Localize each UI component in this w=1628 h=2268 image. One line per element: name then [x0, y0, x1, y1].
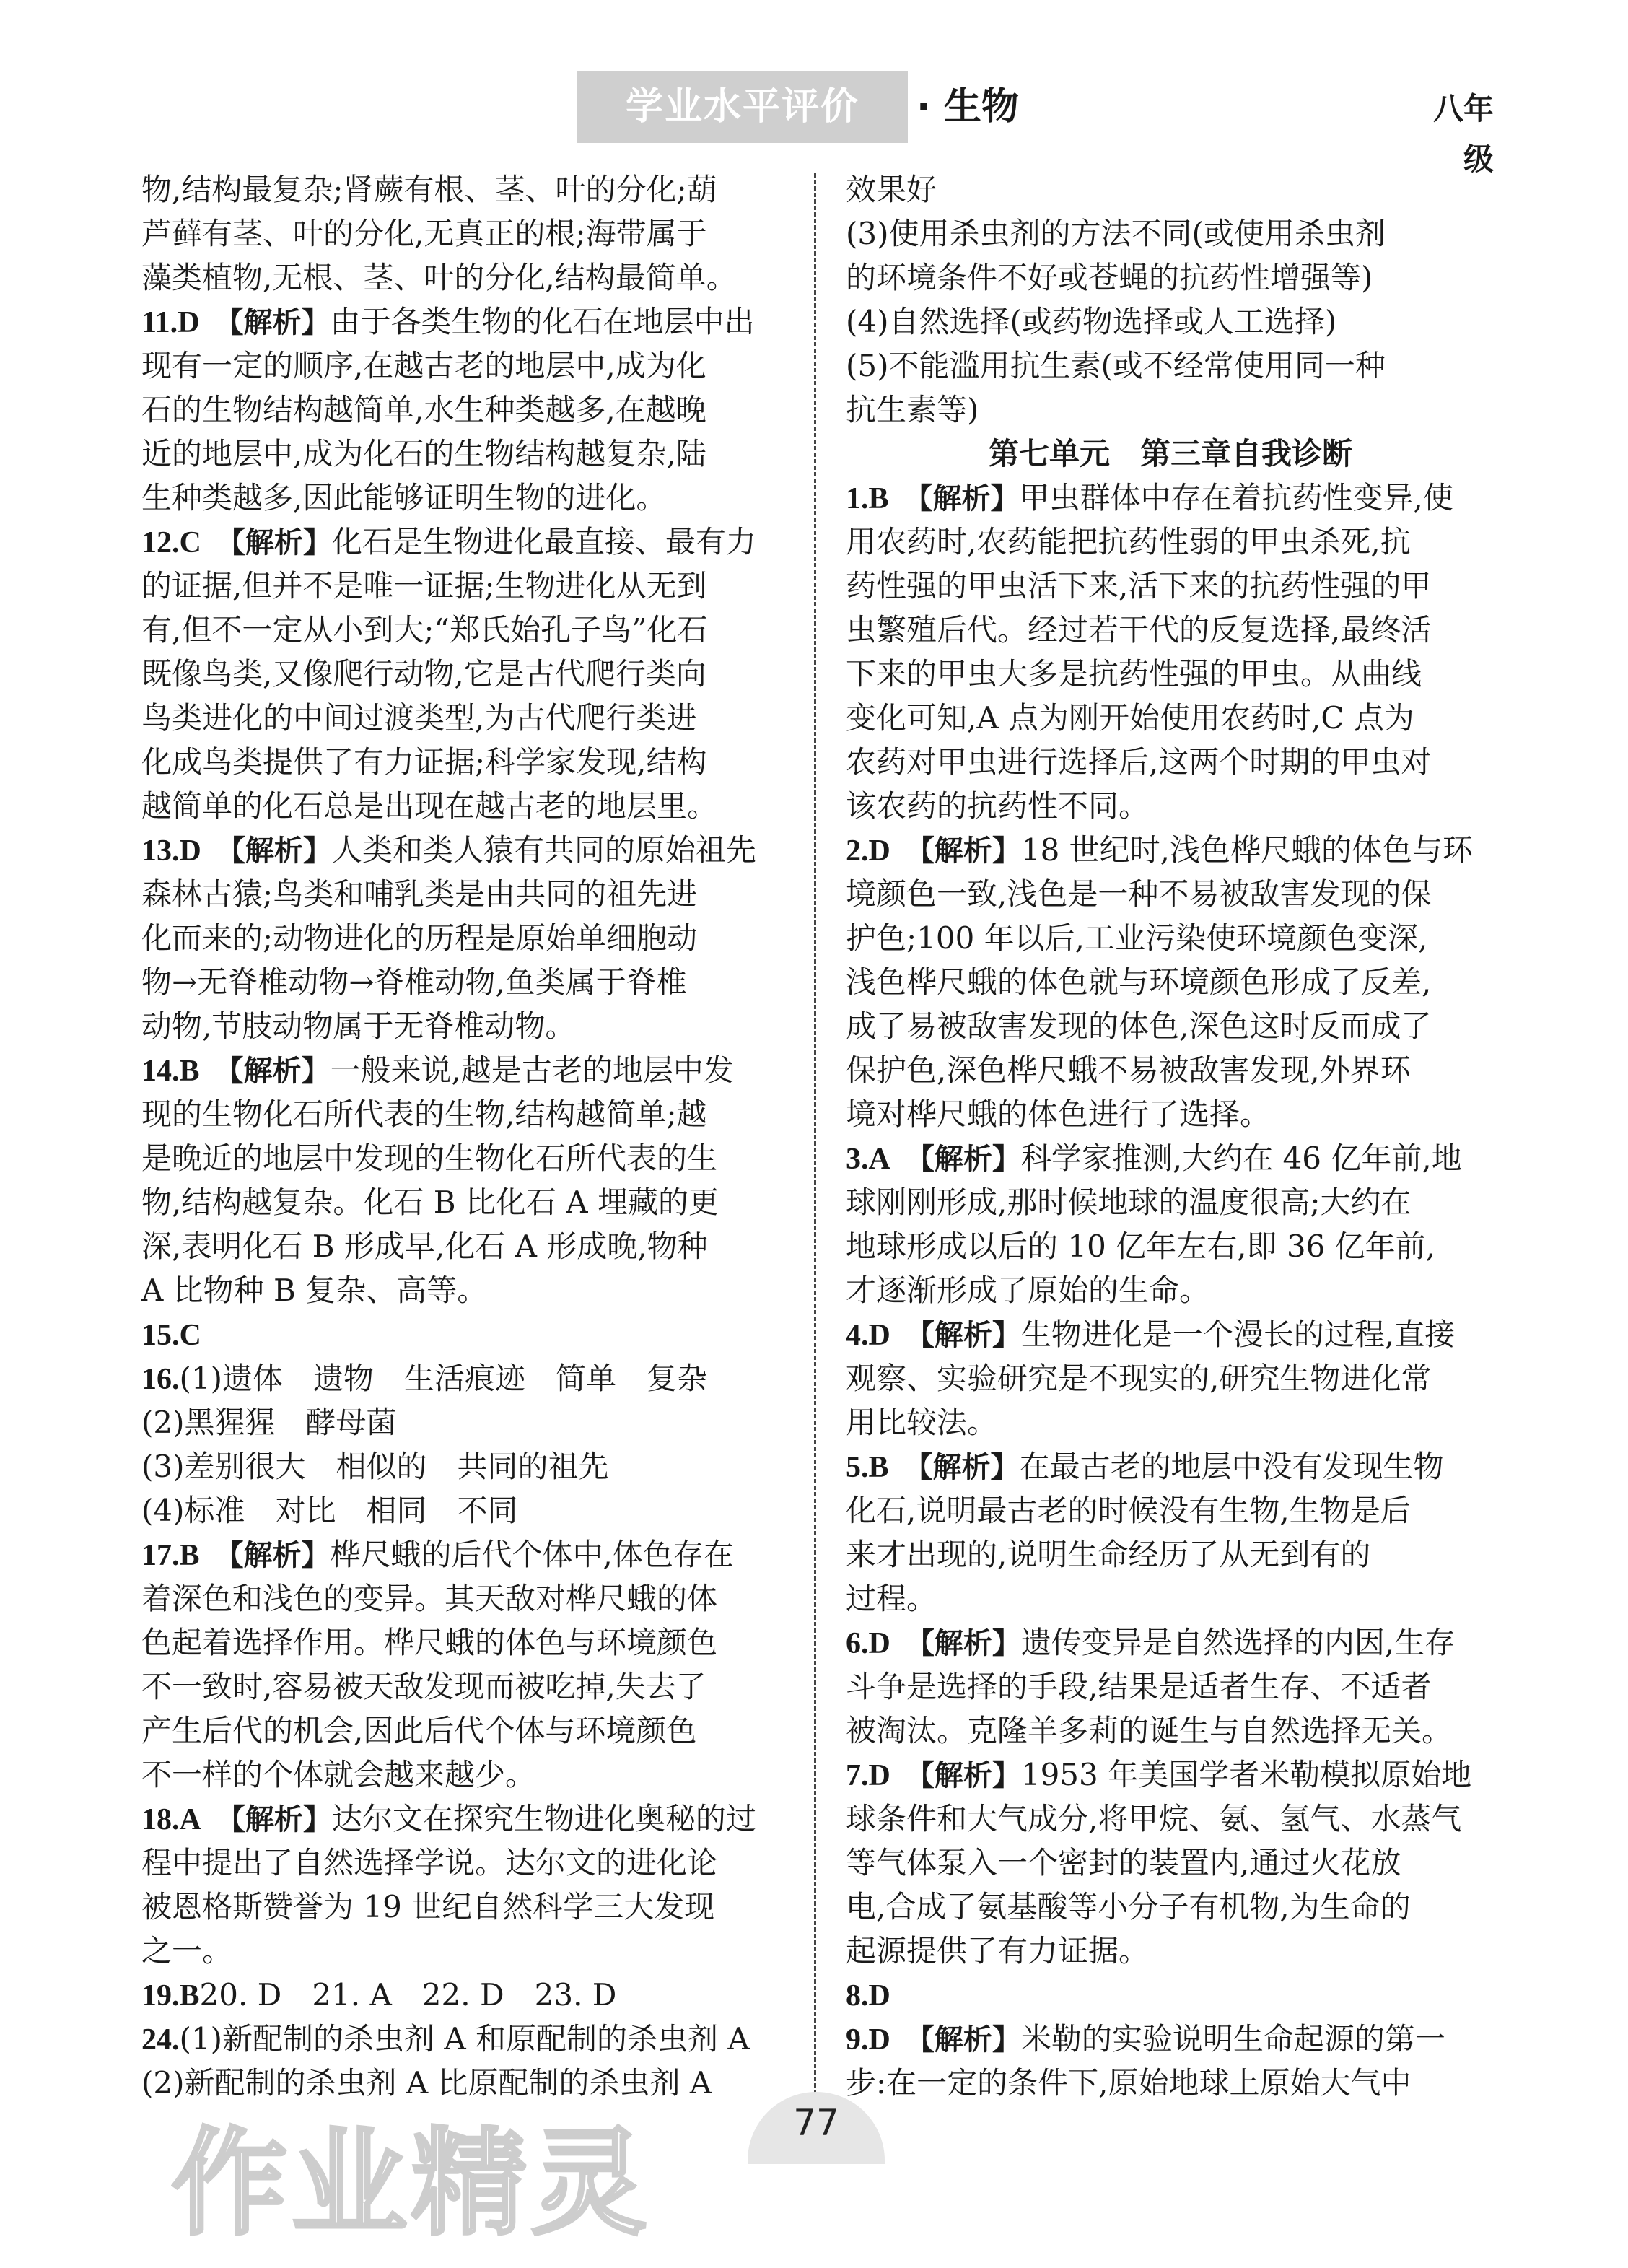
answer-line: 境颜色一致,浅色是一种不易被敌害发现的保	[846, 876, 1432, 912]
answer-item	[141, 1797, 781, 1841]
answer-line: 该农药的抗药性不同。	[846, 788, 1150, 824]
answer-line: 斗争是选择的手段,结果是适者生存、不适者	[846, 1669, 1432, 1704]
page-number: 77	[793, 2102, 839, 2144]
answer-choice: D	[868, 834, 890, 868]
answer-line: 成了易被敌害发现的体色,深色这时反而成了	[846, 1008, 1432, 1044]
answer-choice: B	[179, 1979, 200, 2012]
answer-line: 之一。	[141, 1933, 233, 1968]
answer-line: 的证据,但并不是唯一证据;生物进化从无到	[141, 568, 707, 603]
answer-choice: D	[868, 1627, 890, 1660]
analysis-tag: 【解析】	[905, 1759, 1021, 1792]
column-divider	[814, 173, 816, 2101]
answer-text: 由于各类生物的化石在地层中出	[330, 304, 755, 339]
answer-line: 化成鸟类提供了有力证据;科学家发现,结构	[141, 744, 707, 780]
question-number: 13.	[141, 834, 180, 868]
answer-item	[846, 828, 1495, 872]
analysis-tag: 【解析】	[905, 1627, 1021, 1660]
answer-line: 变化可知,A 点为刚开始使用农药时,C 点为	[846, 700, 1414, 736]
answer-item	[141, 1312, 781, 1356]
answer-item	[846, 1444, 1495, 1488]
answer-choice: D	[178, 306, 200, 339]
answer-line: 被恩格斯赞誉为 19 世纪自然科学三大发现	[141, 1889, 715, 1924]
answer-line: (5)不能滥用抗生素(或不经常使用同一种	[846, 348, 1386, 383]
left-column	[141, 167, 781, 2105]
answer-text: 化石是生物进化最直接、最有力	[331, 524, 756, 559]
answer-text: 米勒的实验说明生命起源的第一	[1020, 2021, 1445, 2057]
answer-text: 在最古老的地层中没有发现生物	[1019, 1449, 1444, 1484]
question-number: 19.	[141, 1979, 180, 2012]
answer-text: 甲虫群体中存在着抗药性变异,使	[1019, 480, 1453, 515]
question-number: 24.	[141, 2023, 180, 2057]
question-number: 16.	[141, 1363, 180, 1396]
answer-item	[846, 1312, 1495, 1356]
answer-item	[141, 1356, 781, 1400]
answer-line: 不一样的个体就会越来越少。	[141, 1757, 536, 1792]
answer-line: 物→无脊椎动物→脊椎动物,鱼类属于脊椎	[141, 964, 687, 1000]
answer-text: 人类和类人猿有共同的原始祖先	[331, 832, 756, 868]
answer-choice: D	[868, 1319, 890, 1352]
answer-line: 动物,节肢动物属于无脊椎动物。	[141, 1008, 576, 1044]
answer-line: 球刚刚形成,那时候地球的温度很高;大约在	[846, 1185, 1412, 1220]
answer-item	[141, 828, 781, 872]
answer-choice: D	[868, 1759, 890, 1792]
answer-line: 步:在一定的条件下,原始地球上原始大气中	[846, 2065, 1412, 2101]
series-title-banner	[577, 71, 908, 143]
answer-item	[846, 1136, 1495, 1180]
answer-item	[846, 1621, 1495, 1665]
answer-line: 色起着选择作用。桦尺蛾的体色与环境颜色	[141, 1625, 718, 1660]
answer-line: (2)黑猩猩 酵母菌	[141, 1405, 397, 1440]
answer-line: 越简单的化石总是出现在越古老的地层里。	[141, 788, 718, 824]
question-number: 14.	[141, 1055, 180, 1088]
answer-line: 浅色桦尺蛾的体色就与环境颜色形成了反差,	[846, 964, 1432, 1000]
answer-line: 芦藓有茎、叶的分化,无真正的根;海带属于	[141, 216, 707, 251]
grade-label: 八年级	[1432, 91, 1494, 177]
answer-text: 一般来说,越是古老的地层中发	[330, 1052, 734, 1088]
question-number: 4.	[846, 1319, 869, 1352]
analysis-tag: 【解析】	[903, 482, 1020, 515]
answer-text: 桦尺蛾的后代个体中,体色存在	[330, 1537, 734, 1572]
answer-line: 电,合成了氨基酸等小分子有机物,为生命的	[846, 1889, 1411, 1924]
answer-line: 程中提出了自然选择学说。达尔文的进化论	[141, 1845, 718, 1880]
question-number: 3.	[846, 1143, 869, 1176]
analysis-tag: 【解析】	[905, 2023, 1021, 2057]
question-number: 1.	[846, 482, 869, 515]
question-number: 11.	[141, 306, 178, 339]
answer-line: 观察、实验研究是不现实的,研究生物进化常	[846, 1361, 1432, 1396]
answer-item	[141, 520, 781, 564]
analysis-tag: 【解析】	[216, 834, 332, 868]
answer-line: 抗生素等)	[846, 392, 979, 427]
answer-line: 虫繁殖后代。经过若干代的反复选择,最终活	[846, 612, 1432, 647]
answer-line: 现有一定的顺序,在越古老的地层中,成为化	[141, 348, 706, 383]
answer-text: 科学家推测,大约在 46 亿年前,地	[1020, 1140, 1462, 1176]
answer-line: 护色;100 年以后,工业污染使环境颜色变深,	[846, 920, 1428, 956]
answer-choice: D	[179, 834, 201, 868]
answer-text: 1953 年美国学者米勒模拟原始地	[1020, 1757, 1472, 1792]
answer-line: 生种类越多,因此能够证明生物的进化。	[141, 480, 667, 515]
answer-line: 用农药时,农药能把抗药性弱的甲虫杀死,抗	[846, 524, 1411, 559]
answer-choice: C	[179, 1319, 201, 1352]
analysis-tag: 【解析】	[905, 1143, 1021, 1176]
answer-choice: B	[868, 482, 889, 515]
answer-line: 近的地层中,成为化石的生物结构越复杂,陆	[141, 436, 706, 471]
answer-line: (4)自然选择(或药物选择或人工选择)	[846, 304, 1337, 339]
answer-item	[141, 1973, 781, 2017]
answer-text: (1)遗体 遗物 生活痕迹 简单 复杂	[179, 1361, 707, 1396]
answer-line: 物,结构越复杂。化石 B 比化石 A 埋藏的更	[141, 1185, 719, 1220]
question-number: 18.	[141, 1803, 180, 1836]
question-number: 5.	[846, 1451, 869, 1484]
answer-item	[846, 2017, 1495, 2061]
answer-line: 等气体泵入一个密封的装置内,通过火花放	[846, 1845, 1401, 1880]
answer-choice: B	[868, 1451, 889, 1484]
answer-line: 被淘汰。克隆羊多莉的诞生与自然选择无关。	[846, 1713, 1453, 1748]
answer-text: (1)新配制的杀虫剂 A 和原配制的杀虫剂 A	[179, 2021, 750, 2057]
answer-line: 药性强的甲虫活下来,活下来的抗药性强的甲	[846, 568, 1432, 603]
answer-line: (2)新配制的杀虫剂 A 比原配制的杀虫剂 A	[141, 2065, 712, 2101]
answer-line: 球条件和大气成分,将甲烷、氨、氢气、水蒸气	[846, 1801, 1462, 1836]
answer-line: 现的生物化石所代表的生物,结构越简单;越	[141, 1096, 707, 1132]
analysis-tag: 【解析】	[216, 1803, 332, 1836]
analysis-tag: 【解析】	[214, 1055, 331, 1088]
right-column	[846, 167, 1495, 2105]
answer-line: 不一致时,容易被天敌发现而被吃掉,失去了	[141, 1669, 706, 1704]
answer-line: 地球形成以后的 10 亿年左右,即 36 亿年前,	[846, 1229, 1435, 1264]
answer-line: 来才出现的,说明生命经历了从无到有的	[846, 1537, 1371, 1572]
question-number: 9.	[846, 2023, 869, 2057]
answer-choice: D	[868, 2023, 890, 2057]
answer-choice: B	[179, 1539, 200, 1572]
question-number: 17.	[141, 1539, 180, 1572]
answer-line: 下来的甲虫大多是抗药性强的甲虫。从曲线	[846, 656, 1422, 692]
answer-item	[141, 1532, 781, 1576]
answer-line: 着深色和浅色的变异。其天敌对桦尺蛾的体	[141, 1581, 718, 1616]
answer-line: 境对桦尺蛾的体色进行了选择。	[846, 1096, 1271, 1132]
answer-line: 农药对甲虫进行选择后,这两个时期的甲虫对	[846, 744, 1432, 780]
answer-line: 深,表明化石 B 形成早,化石 A 形成晚,物种	[141, 1229, 708, 1264]
answer-line: 用比较法。	[846, 1405, 998, 1440]
answer-line: 效果好	[846, 172, 937, 207]
answer-line: 物,结构最复杂;肾蕨有根、茎、叶的分化;葫	[141, 172, 717, 207]
question-number: 2.	[846, 834, 869, 868]
analysis-tag: 【解析】	[214, 306, 331, 339]
answer-line: 化石,说明最古老的时候没有生物,生物是后	[846, 1493, 1411, 1528]
question-number: 7.	[846, 1759, 869, 1792]
answer-choice: B	[179, 1055, 200, 1088]
answer-line: 有,但不一定从小到大;“郑氏始孔子鸟”化石	[141, 612, 708, 647]
answer-text: 达尔文在探究生物进化奥秘的过	[331, 1801, 756, 1836]
answer-item	[141, 2017, 781, 2061]
analysis-tag: 【解析】	[905, 834, 1021, 868]
analysis-tag: 【解析】	[216, 526, 332, 559]
watermark-logo: 作业精灵	[172, 2116, 652, 2251]
answer-line: 产生后代的机会,因此后代个体与环境颜色	[141, 1713, 697, 1748]
answer-item	[846, 1973, 1495, 2017]
answer-line: (4)标准 对比 相同 不同	[141, 1493, 518, 1528]
section-title: 第七单元 第三章自我诊断	[988, 436, 1352, 471]
answer-item	[141, 1048, 781, 1092]
answer-item	[846, 476, 1495, 520]
answer-choice: C	[179, 526, 201, 559]
question-number: 12.	[141, 526, 180, 559]
analysis-tag: 【解析】	[214, 1539, 331, 1572]
analysis-tag: 【解析】	[903, 1451, 1020, 1484]
answer-choice: A	[868, 1143, 890, 1176]
answer-line: 才逐渐形成了原始的生命。	[846, 1273, 1210, 1308]
answer-line: 是晚近的地层中发现的生物化石所代表的生	[141, 1140, 718, 1176]
answer-line: 的环境条件不好或苍蝇的抗药性增强等)	[846, 260, 1373, 295]
answer-line: 藻类植物,无根、茎、叶的分化,结构最简单。	[141, 260, 737, 295]
subject-title: · 生物	[916, 85, 1019, 128]
answer-choice: A	[179, 1803, 201, 1836]
answer-line: A 比物种 B 复杂、高等。	[141, 1273, 488, 1308]
answer-item	[846, 1753, 1495, 1797]
answer-line: 过程。	[846, 1581, 937, 1616]
answer-choice: D	[868, 1979, 890, 2012]
answer-item	[141, 300, 781, 344]
answer-line: (3)使用杀虫剂的方法不同(或使用杀虫剂	[846, 216, 1386, 251]
answer-text: 遗传变异是自然选择的内因,生存	[1020, 1625, 1456, 1660]
answer-line: 既像鸟类,又像爬行动物,它是古代爬行类向	[141, 656, 706, 692]
question-number: 15.	[141, 1319, 180, 1352]
answer-line: 化而来的;动物进化的历程是原始单细胞动	[141, 920, 698, 956]
answer-line: 石的生物结构越简单,水生种类越多,在越晚	[141, 392, 706, 427]
answer-line: 保护色,深色桦尺蛾不易被敌害发现,外界环	[846, 1052, 1411, 1088]
analysis-tag: 【解析】	[905, 1319, 1021, 1352]
answer-line: 起源提供了有力证据。	[846, 1933, 1150, 1968]
answer-line: 森林古猿;鸟类和哺乳类是由共同的祖先进	[141, 876, 698, 912]
question-number: 6.	[846, 1627, 869, 1660]
answer-text: 18 世纪时,浅色桦尺蛾的体色与环	[1020, 832, 1473, 868]
answer-text: 生物进化是一个漫长的过程,直接	[1020, 1317, 1456, 1352]
series-title: 学业水平评价	[625, 85, 859, 128]
answer-line: 鸟类进化的中间过渡类型,为古代爬行类进	[141, 700, 697, 736]
question-number: 8.	[846, 1979, 869, 2012]
answer-line: (3)差别很大 相似的 共同的祖先	[141, 1449, 609, 1484]
answer-text: 20. D 21. A 22. D 23. D	[199, 1977, 617, 2012]
